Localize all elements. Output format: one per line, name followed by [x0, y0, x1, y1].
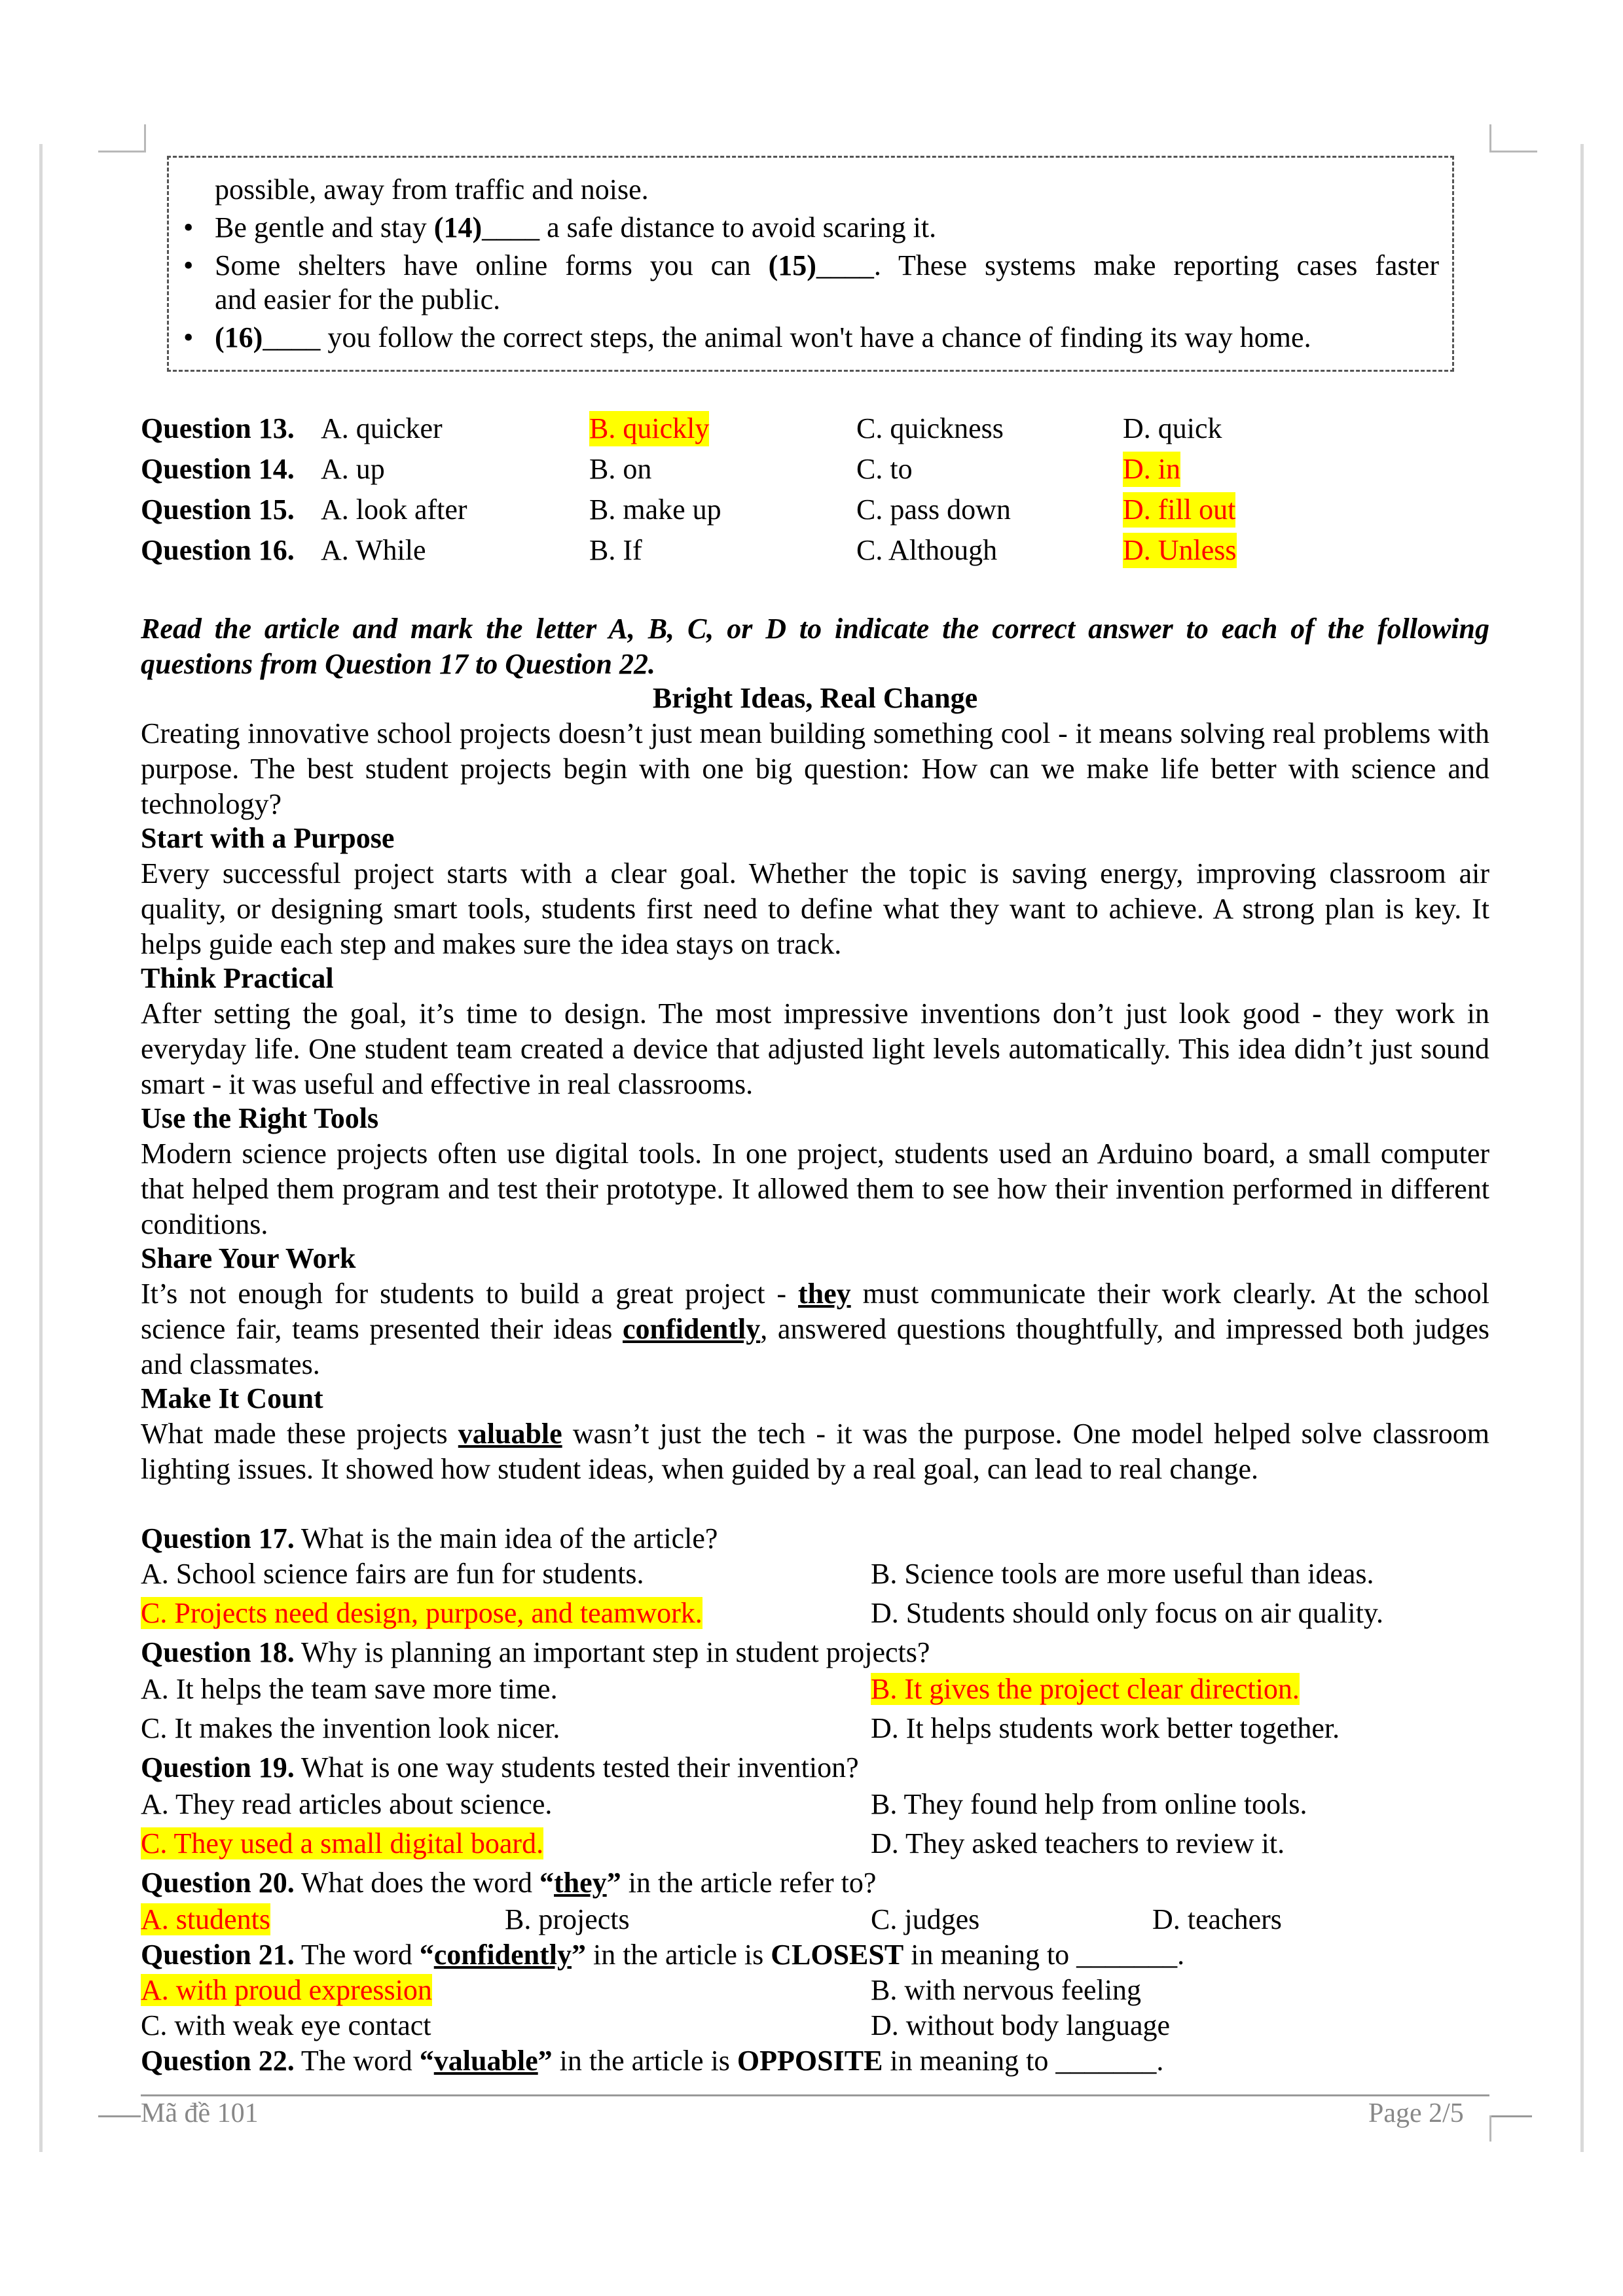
- option-c[interactable]: C. pass down: [856, 493, 1011, 526]
- exam-code: Mã đề 101: [141, 2098, 259, 2128]
- question-21: Question 21. The word “confidently” in the article is CLOSEST in meaning to _______.: [141, 1939, 1185, 1971]
- option-a[interactable]: A. quicker: [321, 412, 443, 444]
- passage-line: possible, away from traffic and noise.: [215, 173, 649, 206]
- option-b[interactable]: B. with nervous feeling: [871, 1974, 1142, 2006]
- option-d[interactable]: D. It helps students work better together.: [871, 1712, 1340, 1744]
- option-d[interactable]: D. without body language: [871, 2009, 1171, 2041]
- page-number: Page 2/5: [1368, 2098, 1464, 2128]
- bullet-icon: •: [183, 249, 194, 281]
- option-d[interactable]: D. quick: [1123, 412, 1222, 444]
- section-heading: Use the Right Tools: [141, 1102, 379, 1134]
- crop-mark-bottom-right: [1489, 2115, 1492, 2142]
- option-c[interactable]: C. judges: [871, 1903, 980, 1935]
- question-19: Question 19. What is one way students tested their invention?: [141, 1751, 859, 1784]
- option-d-correct[interactable]: D. fill out: [1123, 492, 1235, 528]
- passage-bullet-15: Some shelters have online forms you can (15)____. These systems make reporting cases faster: [215, 249, 1439, 281]
- option-d-correct[interactable]: D. in: [1123, 452, 1180, 487]
- passage-bullet-15-cont: and easier for the public.: [215, 283, 501, 315]
- page-left-edge: [39, 144, 43, 2152]
- question-label: Question 14.: [141, 453, 295, 485]
- instruction-line-1: Read the article and mark the letter A, B, C, or D to indicate the correct answer to each of the following: [141, 613, 1489, 645]
- crop-mark-top-right: [1489, 124, 1537, 152]
- option-c[interactable]: C. to: [856, 453, 913, 485]
- option-a[interactable]: A. up: [321, 453, 385, 485]
- article-paragraph: It’s not enough for students to build a great project - they must communicate their work clearly. At the school science fair, teams presented their ideas confidently, answered questions thoughtfully, and impressed both judges and classmates.: [141, 1278, 1489, 1380]
- question-label: Question 15.: [141, 493, 295, 526]
- question-18: Question 18. Why is planning an important step in student projects?: [141, 1636, 930, 1668]
- article-paragraph: Every successful project starts with a clear goal. Whether the topic is saving energy, improving classroom air quality, or designing smart tools, students first need to define what they want to achieve. A strong plan is key. It helps guide each step and makes sure the idea stays on track.: [141, 857, 1489, 960]
- footer-rule: [141, 2094, 1489, 2096]
- question-label: Question 13.: [141, 412, 295, 444]
- options-row-13: [141, 411, 1489, 446]
- keyword-confidently: confidently: [623, 1313, 761, 1345]
- question-22: Question 22. The word “valuable” in the article is OPPOSITE in meaning to _______.: [141, 2045, 1164, 2077]
- option-c-correct[interactable]: C. They used a small digital board.: [141, 1827, 544, 1859]
- page-right-edge: [1580, 144, 1584, 2152]
- option-a[interactable]: A. look after: [321, 493, 467, 526]
- options-row-16: [141, 533, 1489, 568]
- options-row-15: [141, 492, 1489, 528]
- keyword-valuable: valuable: [458, 1418, 562, 1450]
- option-d[interactable]: D. They asked teachers to review it.: [871, 1827, 1285, 1859]
- crop-mark-top-left: [98, 124, 146, 152]
- option-c[interactable]: C. It makes the invention look nicer.: [141, 1712, 560, 1744]
- question-20: Question 20. What does the word “they” in the article refer to?: [141, 1867, 877, 1899]
- option-a[interactable]: A. They read articles about science.: [141, 1788, 553, 1820]
- option-c[interactable]: C. quickness: [856, 412, 1004, 444]
- options-row-14: [141, 452, 1489, 487]
- question-17: Question 17. What is the main idea of the article?: [141, 1522, 718, 1554]
- article-paragraph: What made these projects valuable wasn’t just the tech - it was the purpose. One model helped solve classroom lighting issues. It showed how student ideas, when guided by a real goal, can lead to real change.: [141, 1418, 1489, 1485]
- section-heading: Make It Count: [141, 1382, 323, 1414]
- option-a-correct[interactable]: A. with proud expression: [141, 1974, 432, 2006]
- passage-bullet-14: Be gentle and stay (14)____ a safe distance to avoid scaring it.: [215, 211, 937, 243]
- option-b[interactable]: B. on: [589, 453, 652, 485]
- option-b-correct[interactable]: B. quickly: [589, 411, 709, 446]
- article-paragraph: Modern science projects often use digital tools. In one project, students used an Arduino board, a small computer that helped them program and test their prototype. It allowed them to see how their invention performed in different conditions.: [141, 1138, 1489, 1240]
- keyword-they: they: [798, 1278, 851, 1310]
- section-heading: Share Your Work: [141, 1242, 356, 1274]
- option-b[interactable]: B. If: [589, 534, 642, 566]
- document-page: [141, 151, 1489, 2127]
- option-b[interactable]: B. projects: [505, 1903, 630, 1935]
- option-a[interactable]: A. While: [321, 534, 426, 566]
- option-d-correct[interactable]: D. Unless: [1123, 533, 1237, 568]
- option-c[interactable]: C. Although: [856, 534, 998, 566]
- bullet-icon: •: [183, 211, 194, 243]
- section-heading: Think Practical: [141, 962, 334, 994]
- passage-box: [167, 156, 1454, 372]
- option-d[interactable]: D. Students should only focus on air quality.: [871, 1597, 1383, 1629]
- article-intro: Creating innovative school projects doesn’t just mean building something cool - it means solving real problems with purpose. The best student projects begin with one big question: How can we make life better with science and technology?: [141, 717, 1489, 820]
- option-b[interactable]: B. They found help from online tools.: [871, 1788, 1307, 1820]
- article-paragraph: After setting the goal, it’s time to design. The most impressive inventions don’t just look good - they work in everyday life. One student team created a device that adjusted light levels automatically. This idea didn’t just sound smart - it was useful and effective in real classrooms.: [141, 997, 1489, 1100]
- bullet-icon: •: [183, 321, 194, 353]
- footer-right-tick: [1489, 2115, 1532, 2117]
- option-b-correct[interactable]: B. It gives the project clear direction.: [871, 1673, 1300, 1705]
- option-c-correct[interactable]: C. Projects need design, purpose, and teamwork.: [141, 1597, 702, 1629]
- section-heading: Start with a Purpose: [141, 822, 395, 854]
- footer-left-tick: [98, 2115, 141, 2117]
- option-b[interactable]: B. Science tools are more useful than ideas.: [871, 1558, 1374, 1590]
- option-a[interactable]: A. It helps the team save more time.: [141, 1673, 558, 1705]
- option-a-correct[interactable]: A. students: [141, 1903, 270, 1935]
- option-c[interactable]: C. with weak eye contact: [141, 2009, 431, 2041]
- question-label: Question 16.: [141, 534, 295, 566]
- option-d[interactable]: D. teachers: [1152, 1903, 1282, 1935]
- option-b[interactable]: B. make up: [589, 493, 721, 526]
- passage-bullet-16: (16)____ you follow the correct steps, the animal won't have a chance of finding its way home.: [215, 321, 1311, 353]
- instruction-line-2: questions from Question 17 to Question 22.: [141, 648, 656, 680]
- option-a[interactable]: A. School science fairs are fun for students.: [141, 1558, 644, 1590]
- article-title: Bright Ideas, Real Change: [652, 682, 978, 714]
